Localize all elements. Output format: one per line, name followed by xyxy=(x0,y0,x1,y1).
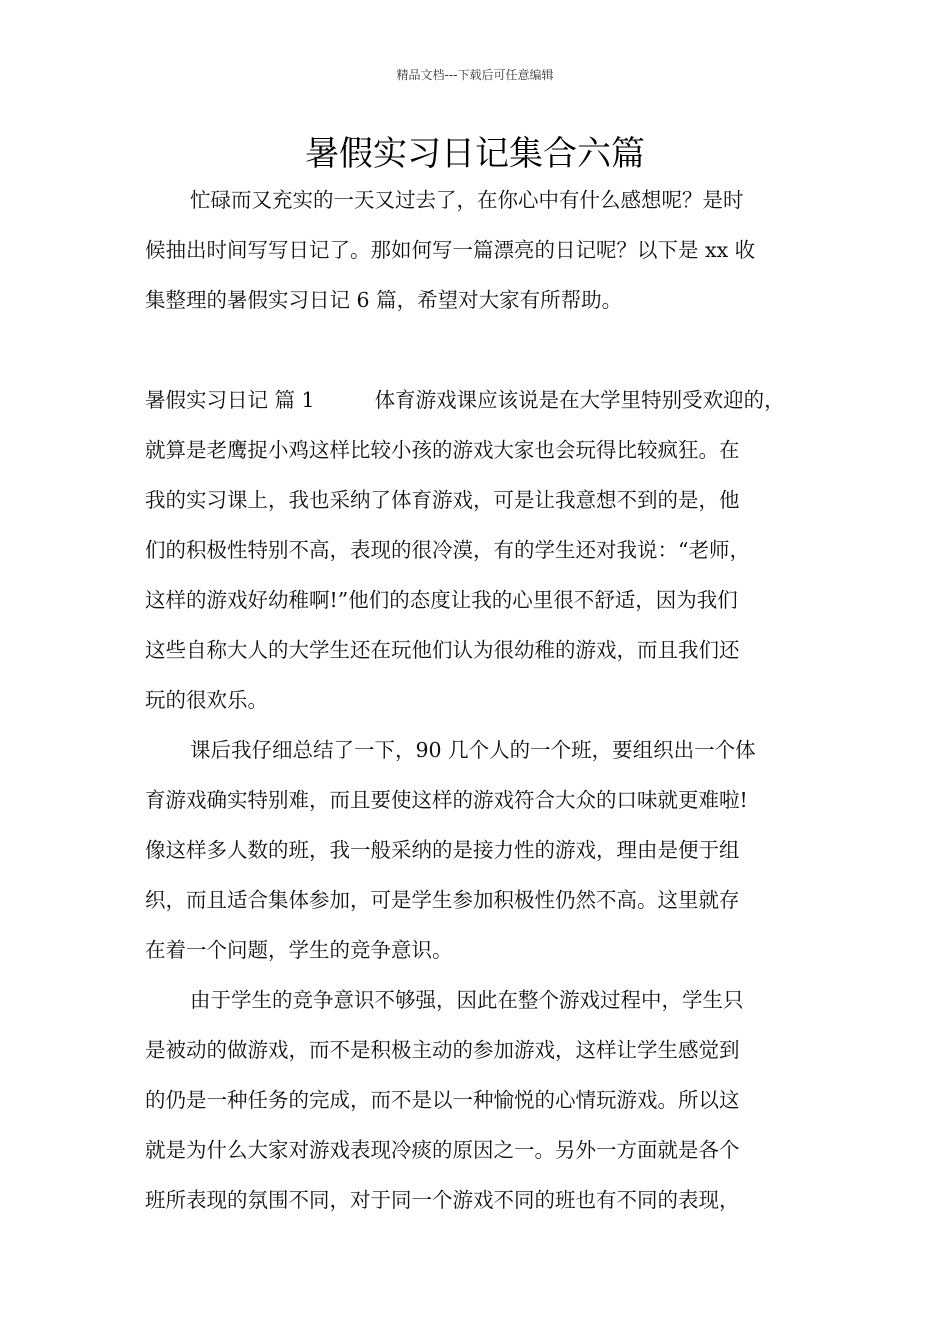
intro-line: 集整理的暑假实习日记 6 篇，希望对大家有所帮助。 xyxy=(145,288,623,312)
diary-section-1 xyxy=(145,375,815,1225)
paragraph-line: 这些自称大人的大学生还在玩他们认为很幼稚的游戏，而且我们还 xyxy=(145,638,740,662)
paragraph-line: 像这样多人数的班，我一般采纳的是接力性的游戏，理由是便于组 xyxy=(145,838,740,862)
paragraph-line: 由于学生的竞争意识不够强，因此在整个游戏过程中，学生只 xyxy=(190,988,744,1012)
paragraph-line: 我的实习课上，我也采纳了体育游戏，可是让我意想不到的是，他 xyxy=(145,488,740,512)
paragraph-line: 课后我仔细总结了一下，90 几个人的一个班，要组织出一个体 xyxy=(190,738,756,762)
paragraph-line: 育游戏确实特别难，而且要使这样的游戏符合大众的口味就更难啦! xyxy=(145,788,748,812)
paragraph-line: 织，而且适合集体参加，可是学生参加积极性仍然不高。这里就存 xyxy=(145,888,740,912)
paragraph-line: 是被动的做游戏，而不是积极主动的参加游戏，这样让学生感觉到 xyxy=(145,1038,740,1062)
paragraph-line: 这样的游戏好幼稚啊!”他们的态度让我的心里很不舒适，因为我们 xyxy=(145,588,738,612)
paragraph-line: 在着一个问题，学生的竞争意识。 xyxy=(145,938,453,962)
paragraph-line: 们的积极性特别不高，表现的很冷漠，有的学生还对我说：“老师， xyxy=(145,538,750,562)
section-heading: 暑假实习日记 篇 1 xyxy=(145,388,315,412)
document-title: 暑假实习日记集合六篇 xyxy=(305,134,645,174)
intro-line: 忙碌而又充实的一天又过去了，在你心中有什么感想呢？是时 xyxy=(190,188,744,212)
paragraph-line: 班所表现的氛围不同，对于同一个游戏不同的班也有不同的表现， xyxy=(145,1188,740,1212)
paragraph-line: 就算是老鹰捉小鸡这样比较小孩的游戏大家也会玩得比较疯狂。在 xyxy=(145,438,740,462)
paragraph-line: 的仍是一种任务的完成，而不是以一种愉悦的心情玩游戏。所以这 xyxy=(145,1088,740,1112)
intro-line: 候抽出时间写写日记了。那如何写一篇漂亮的日记呢？以下是 xx 收 xyxy=(145,238,756,262)
paragraph-line: 玩的很欢乐。 xyxy=(145,688,268,712)
paragraph-line: 就是为什么大家对游戏表现冷痰的原因之一。另外一方面就是各个 xyxy=(145,1138,740,1162)
section-first-text: 体育游戏课应该说是在大学里特别受欢迎的， xyxy=(374,388,785,412)
section-first-line xyxy=(145,375,815,425)
page-header-note: 精品文档---下载后可任意编辑 xyxy=(396,68,554,82)
intro-paragraph xyxy=(145,175,815,325)
